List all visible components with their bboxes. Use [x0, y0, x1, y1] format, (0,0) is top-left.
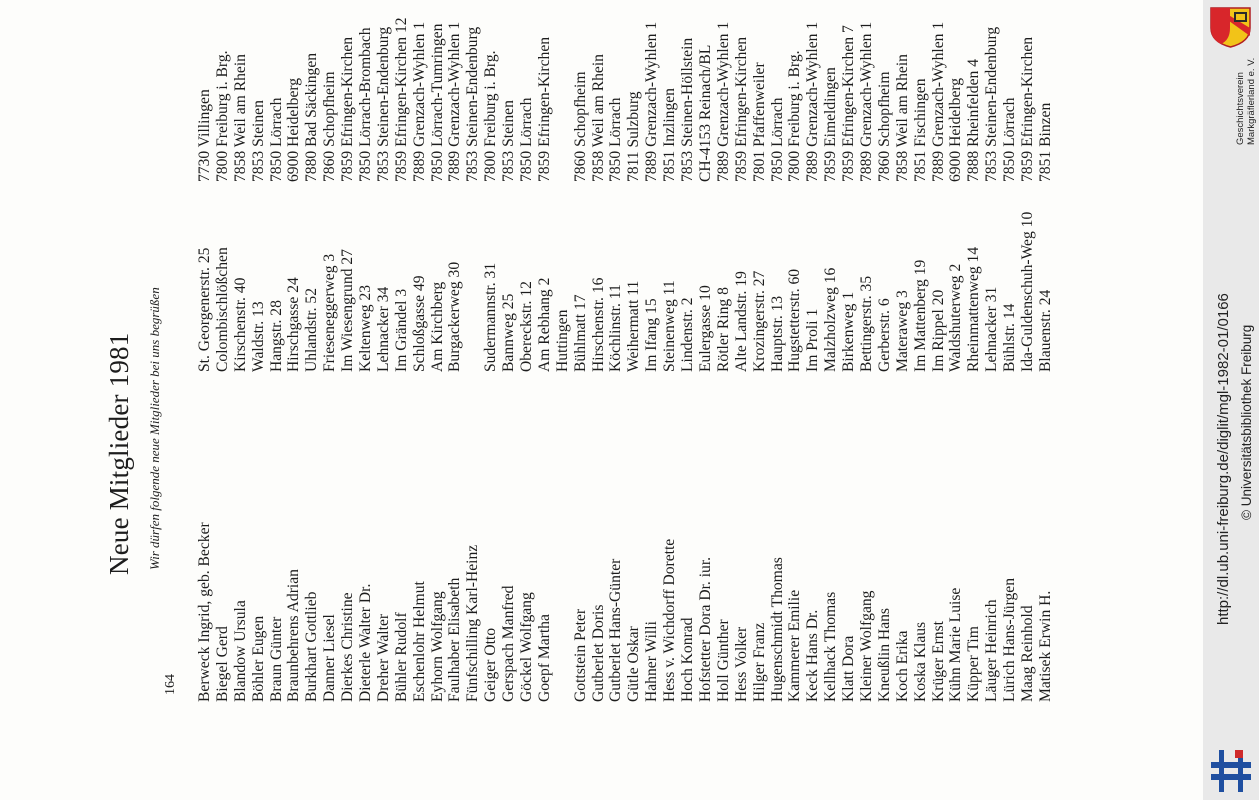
member-city: 7853 Steinen-Endenburg: [464, 26, 482, 182]
member-street: Krozingerstr. 27: [750, 270, 768, 372]
member-name: Gerspach Manfred: [500, 585, 518, 702]
member-name: Kellhack Thomas: [822, 591, 840, 702]
member-name: Hoch Konrad: [679, 617, 697, 702]
society-name-line2: Markgräflerland e. V.: [1245, 57, 1257, 145]
member-city: 7800 Freiburg i. Brg.: [213, 50, 231, 182]
member-street: Am Kirchberg: [428, 281, 446, 372]
member-name: Maag Reinhold: [1018, 605, 1036, 702]
member-street: Im Rippel 20: [929, 289, 947, 372]
member-city: 7853 Steinen-Endenburg: [374, 26, 392, 182]
member-street: Materaweg 3: [893, 290, 911, 372]
member-city: 7850 Lörrach: [267, 97, 285, 182]
member-street: Waldstr. 13: [249, 301, 267, 372]
member-city: 7850 Lörrach-Tumringen: [428, 23, 446, 182]
member-city: 7851 Fischingen: [911, 78, 929, 182]
member-city: 7859 Efringen-Kirchen 12: [392, 17, 410, 182]
member-city: 7850 Lörrach: [518, 97, 536, 182]
member-street: Gerberstr. 6: [875, 298, 893, 372]
member-name: Eyhorn Wolfgang: [428, 591, 446, 702]
member-city: 7730 Villingen: [196, 89, 213, 182]
member-city: 7853 Steinen: [500, 100, 518, 182]
member-city: 7800 Freiburg i. Brg.: [482, 50, 500, 182]
member-city: 7859 Efringen-Kirchen 7: [840, 25, 858, 182]
member-city: 7880 Bad Säckingen: [303, 52, 321, 182]
member-name: Bühler Rudolf: [392, 612, 410, 702]
member-street: Huttingen: [553, 309, 571, 372]
member-street: Waldshuterweg 2: [947, 263, 965, 372]
member-street: Rheinmattenweg 14: [965, 246, 983, 372]
member-city: 7859 Efringen-Kirchen: [339, 36, 357, 182]
page-subtitle: Wir dürfen folgende neue Mitglieder bei uns begrüßen: [147, 287, 162, 570]
page-number: 164: [163, 674, 178, 695]
member-name: Holl Günther: [714, 619, 732, 702]
member-name: Hess v. Wichdorff Dorette: [661, 538, 679, 702]
member-street: Steinenweg 11: [661, 280, 679, 372]
member-street: Bannweg 25: [500, 293, 518, 372]
member-city: 6900 Heidelberg: [947, 77, 965, 182]
member-city: 7851 Binzen: [1036, 102, 1054, 182]
member-city: 7850 Lörrach: [768, 97, 786, 182]
member-street: Ida-Guldenschuh-Weg 10: [1018, 211, 1036, 372]
member-name: Hahner Willi: [643, 621, 661, 702]
member-street: Obereckstr. 12: [518, 281, 536, 372]
member-name: Goepf Martha: [535, 614, 553, 702]
member-street: Hauptstr. 13: [768, 295, 786, 372]
member-street: Köchlinstr. 11: [607, 284, 625, 372]
member-street: Colombischlößchen: [213, 247, 231, 372]
member-name: Braun Günter: [267, 616, 285, 702]
member-city: 7801 Pfaffenweiler: [750, 62, 768, 182]
member-city: 7800 Freiburg i. Brg.: [786, 50, 804, 182]
member-name: Krüger Ernst: [929, 621, 947, 702]
member-city: 7853 Steinen-Endenburg: [983, 26, 1001, 182]
society-name-line1: Geschichtsverein: [1235, 72, 1246, 145]
member-city: 7860 Schopfheim: [875, 71, 893, 182]
member-name: Geiger Otto: [482, 627, 500, 702]
member-street: Eulergasse 10: [696, 285, 714, 372]
member-name: Dierkes Christine: [339, 592, 357, 702]
member-street: Sudermannstr. 31: [482, 262, 500, 372]
member-street: Malzholzweg 16: [822, 267, 840, 372]
ub-freiburg-logo-icon: [1209, 748, 1253, 794]
member-street: Im Proli 1: [804, 308, 822, 372]
member-city: 7850 Lörrach-Brombach: [357, 27, 375, 182]
member-street: Kirschenstr. 40: [231, 277, 249, 372]
member-name: Böhler Eugen: [249, 615, 267, 702]
page-title: Neue Mitglieder 1981: [104, 332, 134, 575]
member-name: Kleiner Wolfgang: [857, 590, 875, 702]
member-city: 7859 Efringen-Kirchen: [535, 36, 553, 182]
member-name: Blandow Ursula: [231, 600, 249, 702]
member-street: Rötler Ring 8: [714, 287, 732, 372]
member-street: Hugstetterstr. 60: [786, 268, 804, 372]
member-street: Hirschgasse 24: [285, 277, 303, 372]
coat-of-arms-icon: [1207, 6, 1254, 48]
member-name: Braunbehrens Adrian: [285, 569, 303, 702]
member-city: 7858 Weil am Rhein: [231, 54, 249, 182]
member-street: Lehnacker 31: [983, 286, 1001, 372]
member-street: Hirschenstr. 16: [589, 277, 607, 372]
member-city: 7859 Efringen-Kirchen: [732, 36, 750, 182]
member-city: 7889 Grenzach-Wyhlen 1: [929, 21, 947, 182]
member-city: 7858 Weil am Rhein: [589, 54, 607, 182]
member-city: 7859 Eimeldingen: [822, 67, 840, 182]
member-city: 7889 Grenzach-Wyhlen 1: [714, 21, 732, 182]
sidebar-rotated: [1203, 0, 1259, 800]
member-name: Hugenschmidt Thomas: [768, 557, 786, 702]
member-city: 7860 Schopfheim: [571, 71, 589, 182]
member-city: 7860 Schopfheim: [321, 71, 339, 182]
member-name: Klatt Dora: [840, 635, 858, 702]
member-name: Dreher Walter: [374, 613, 392, 702]
source-url-link[interactable]: http://dl.ub.uni-freiburg.de/diglit/mgl-1982-01/0166: [1215, 293, 1232, 625]
member-city: 7889 Grenzach-Wyhlen 1: [446, 21, 464, 182]
member-street: Am Rebhang 2: [535, 277, 553, 372]
member-street: Lindenstr. 2: [679, 297, 697, 372]
member-street: Bühlmatt 17: [571, 294, 589, 372]
member-name: Gutberlet Doris: [589, 604, 607, 702]
member-city: CH-4153 Reinach/BL: [696, 44, 714, 182]
member-name: Hilger Franz: [750, 622, 768, 702]
member-name: Göckel Wolfgang: [518, 592, 536, 702]
member-city: 7888 Rheinfelden 4: [965, 59, 983, 182]
member-city: 7889 Grenzach-Wyhlen 1: [857, 21, 875, 182]
member-name: Burkhart Gottlieb: [303, 591, 321, 702]
member-city: 7889 Grenzach-Wyhlen 1: [410, 21, 428, 182]
member-name: Hess Volker: [732, 626, 750, 702]
member-street: Im Grändel 3: [392, 288, 410, 372]
member-name: Läuger Heinrich: [983, 599, 1001, 702]
member-street: St. Georgenerstr. 25: [196, 247, 213, 372]
member-name: Dieterle Walter Dr.: [357, 583, 375, 702]
member-name: Koska Klaus: [911, 621, 929, 702]
member-name: Matisek Erwin H.: [1036, 590, 1054, 702]
member-street: Frieseneggerweg 3: [321, 253, 339, 372]
member-name: Keck Hans Dr.: [804, 609, 822, 702]
member-name: Lürich Hans-Jürgen: [1001, 578, 1019, 702]
society-name: [1236, 58, 1257, 145]
member-name: Hofstetter Dora Dr. iur.: [696, 556, 714, 702]
member-city: 7859 Efringen-Kirchen: [1018, 36, 1036, 182]
member-name: Fünfschilling Karl-Heinz: [464, 544, 482, 702]
member-street: Burgackerweg 30: [446, 261, 464, 372]
member-street: Bettingerstr. 35: [857, 275, 875, 372]
member-name: Kühn Marie Luise: [947, 587, 965, 702]
member-street: Bühlstr. 14: [1001, 303, 1019, 372]
member-street: Birkenweg 1: [840, 291, 858, 372]
member-name: Kammerer Emilie: [786, 589, 804, 702]
member-street: Hangstr. 28: [267, 300, 285, 372]
member-name: Eschenlohr Helmut: [410, 581, 428, 702]
member-street: Keltenweg 23: [357, 284, 375, 372]
member-street: Uhlandstr. 52: [303, 287, 321, 372]
member-street: Im Wiesengrund 27: [339, 249, 357, 372]
member-name: Biegel Gerd: [213, 626, 231, 702]
member-city: 7850 Lörrach: [1001, 97, 1019, 182]
member-city: 7889 Grenzach-Wyhlen 1: [804, 21, 822, 182]
member-street: Im Mattenberg 19: [911, 259, 929, 372]
member-city: 7858 Weil am Rhein: [893, 54, 911, 182]
member-name: Kneußlin Hans: [875, 608, 893, 702]
member-name: Gütle Oskar: [625, 626, 643, 702]
member-name: Koch Erika: [893, 630, 911, 702]
member-street: Im Ifang 15: [643, 298, 661, 372]
member-street: Blauenstr. 24: [1036, 289, 1054, 372]
member-name: Faulhaber Elisabeth: [446, 577, 464, 702]
member-name: Küpper Tim: [965, 626, 983, 702]
member-name: Gottstein Peter: [571, 608, 589, 702]
member-city: 7889 Grenzach-Wyhlen 1: [643, 21, 661, 182]
member-city: 7853 Steinen-Höllstein: [679, 37, 697, 182]
copyright-text: © Universitätsbibliothek Freiburg: [1239, 324, 1254, 520]
member-city: 6900 Heidelberg: [285, 77, 303, 182]
member-street: Schloßgasse 49: [410, 275, 428, 372]
member-name: Berweck Ingrid, geb. Becker: [196, 522, 213, 702]
member-city: 7811 Sulzburg: [625, 91, 643, 182]
member-street: Weihermatt 11: [625, 280, 643, 372]
member-city: 7851 Inzlingen: [661, 88, 679, 182]
member-name: Danner Liesel: [321, 614, 339, 702]
member-name: Gutberlet Hans-Günter: [607, 558, 625, 702]
member-city: 7853 Steinen: [249, 100, 267, 182]
member-street: Lehnacker 34: [374, 286, 392, 372]
member-city: 7850 Lörrach: [607, 97, 625, 182]
member-street: Alte Landstr. 19: [732, 271, 750, 372]
viewer-sidebar: [1203, 0, 1259, 800]
